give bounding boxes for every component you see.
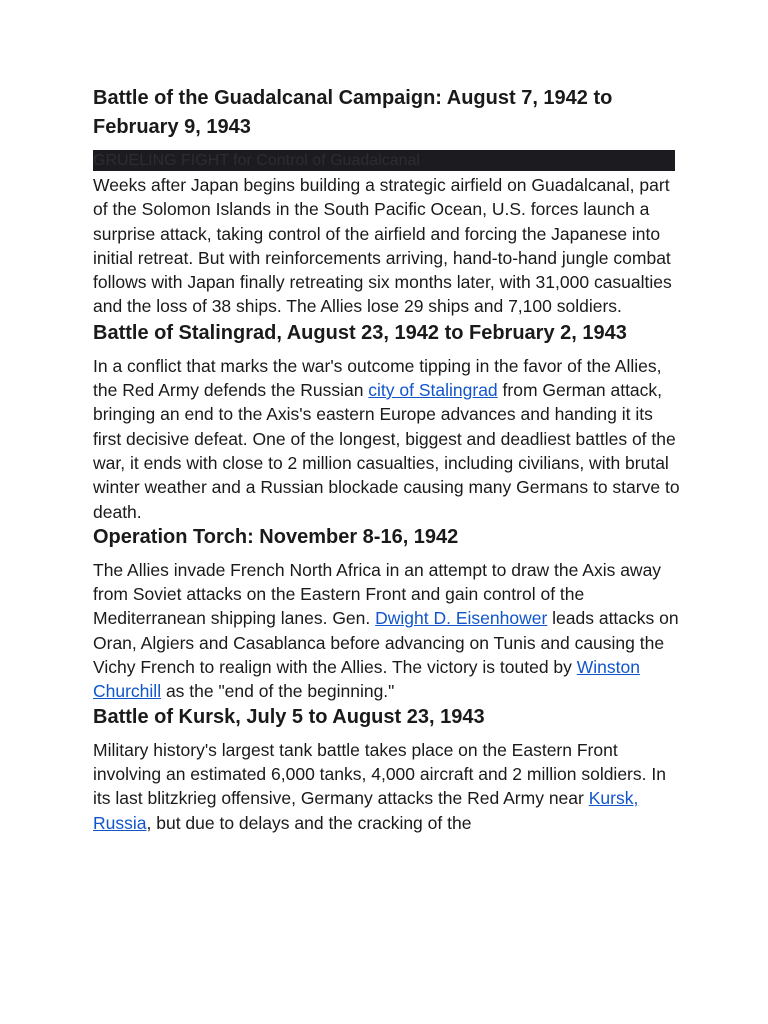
link-winston-churchill[interactable]: Winston Churchill	[93, 657, 640, 702]
link-city-of-stalingrad[interactable]: city of Stalingrad	[368, 380, 498, 401]
link-dwight-eisenhower[interactable]: Dwight D. Eisenhower	[375, 608, 548, 629]
section-heading-stalingrad: Battle of Stalingrad, August 23, 1942 to February 2, 1943	[93, 321, 627, 344]
section-body-guadalcanal: Weeks after Japan begins building a strategic airfield on Guadalcanal, part of the Solomon Islands in the South Pacific Ocean, U.S. forces launch a surprise attack, taking control of the airfield and forcing the Japanese into initial retreat. But with reinforcements arriving, hand-to-hand jungle combat follows with Japan finally retreating six months later, with 31,000 casualties and the loss of 38 ships. The Allies lose 29 ships and 7,100 soldiers.	[93, 175, 672, 317]
body-text: In a conflict that marks the war's outcome tipping in the favor of the Allies, the Red Army defends the Russian	[93, 355, 662, 401]
body-text: The Allies invade French North Africa in an attempt to draw the Axis away from Soviet attacks on the Eastern Front and gain control of the Mediterranean shipping lanes. Gen.	[93, 559, 662, 629]
document-page	[93, 84, 683, 835]
body-text: , but due to delays and the cracking of the	[146, 812, 472, 833]
section-heading-kursk: Battle of Kursk, July 5 to August 23, 1943	[93, 705, 485, 728]
redacted-subheading-band: GRUELING FIGHT for Control of Guadalcanal	[93, 150, 675, 171]
section-body-stalingrad	[93, 354, 683, 524]
body-text: Military history's largest tank battle takes place on the Eastern Front involving an estimated 6,000 tanks, 4,000 aircraft and 2 million soldiers. In its last blitzkrieg offensive, Germany attacks the Red Army near	[93, 739, 666, 809]
section-body-kursk	[93, 738, 683, 835]
link-kursk-russia[interactable]: Kursk, Russia	[93, 788, 639, 833]
section-heading-guadalcanal: Battle of the Guadalcanal Campaign: August 7, 1942 to February 9, 1943	[93, 87, 613, 138]
section-body-operation-torch	[93, 558, 683, 704]
body-text: as the "end of the beginning."	[161, 681, 395, 702]
body-text: from German attack, bringing an end to the Axis's eastern Europe advances and handing it its first decisive defeat. One of the longest, biggest and deadliest battles of the war, it ends with close to 2 million casualties, including civilians, with brutal winter weather and a Russian blockade causing many Germans to starve to death.	[93, 380, 680, 522]
body-text: leads attacks on Oran, Algiers and Casablanca before advancing on Tunis and causing the Vichy French to realign with the Allies. The victory is touted by	[93, 608, 679, 678]
section-heading-operation-torch: Operation Torch: November 8-16, 1942	[93, 525, 459, 548]
